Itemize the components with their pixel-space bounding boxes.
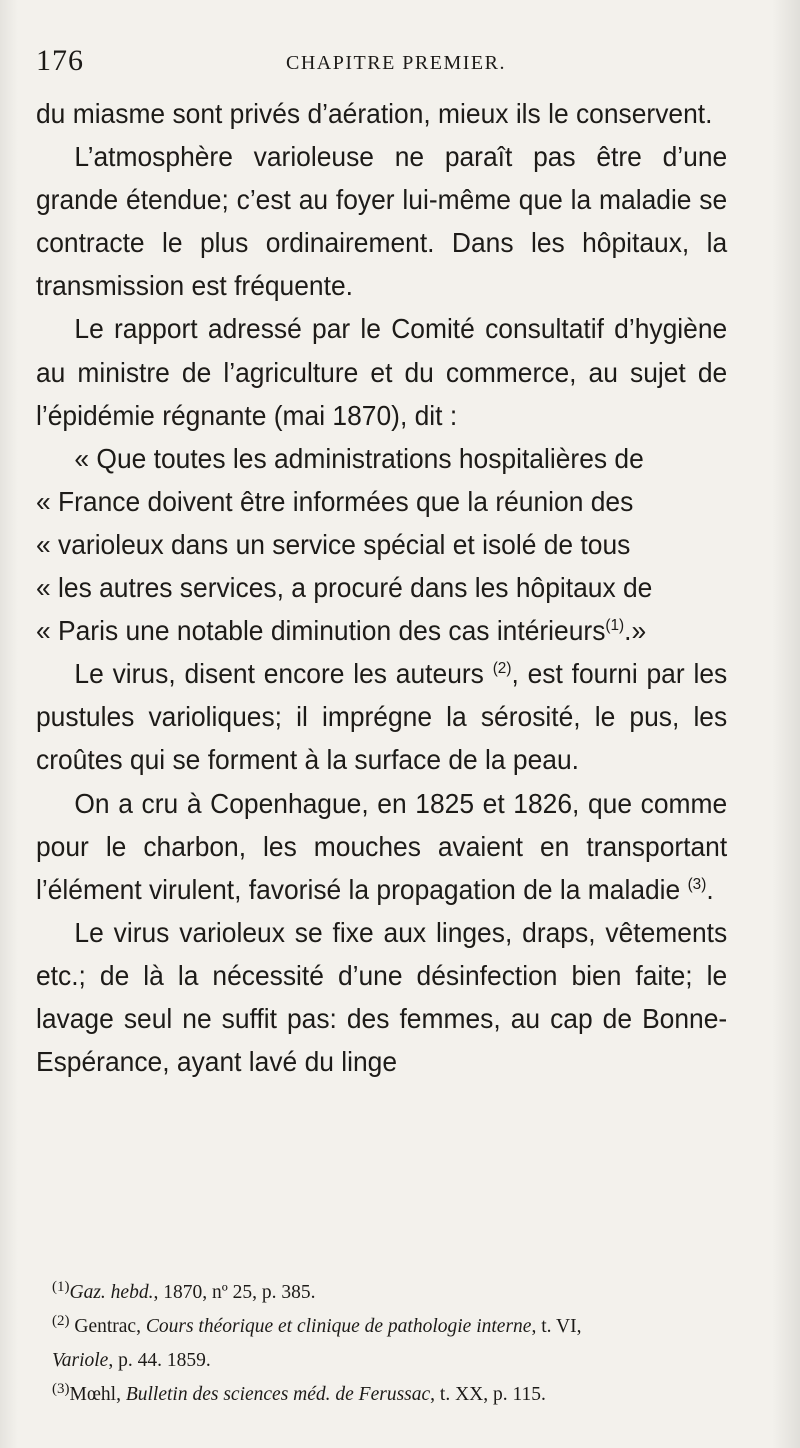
footnote-source: Gaz. hebd. — [69, 1282, 154, 1303]
paragraph-copenhague — [36, 782, 727, 911]
paragraph-continuation: du miasme sont privés d’aération, mieux ils le conservent. — [36, 98, 713, 129]
footnote-author: Mœhl, — [69, 1384, 126, 1405]
quote-line: « Que toutes les administrations hospitalières de — [74, 442, 644, 474]
footnote-mark: (3) — [52, 1380, 70, 1397]
body-text — [36, 92, 727, 1083]
footnote-detail: , t. VI, — [531, 1316, 582, 1337]
footnote-detail-2: , p. 44. 1859. — [108, 1350, 211, 1371]
paragraph-virus — [36, 652, 727, 781]
copenhague-text-a: On a cru à Copenhague, en 1825 et 1826, que comme pour le charbon, les mouches avaient en transportant l’élément virulent, favorisé la propagation de la maladie — [36, 787, 728, 905]
quote-close: .» — [624, 615, 647, 647]
paragraph-rapport: Le rapport adressé par le Comité consultatif d’hygiène au ministre de l’agriculture et du commerce, au sujet de l’épidémie régnante (mai 1870), dit : — [36, 313, 728, 431]
page-number: 176 — [36, 44, 84, 77]
copenhague-text-b: . — [706, 873, 714, 905]
quotation-block — [36, 437, 727, 652]
footnote-3 — [52, 1378, 766, 1412]
footnote-detail: , 1870, nº 25, p. 385. — [153, 1282, 316, 1303]
virus-text-b: , est fourni par les pustules varioliques; il imprégne la sérosité, le pus, les croûtes qui se forment à la surface de la peau. — [36, 658, 728, 776]
footnote-source: Cours théorique et clinique de pathologie interne — [145, 1316, 532, 1337]
quote-line: « les autres services, a procuré dans les hôpitaux de — [36, 572, 653, 604]
footnote-mark: (2) — [52, 1312, 70, 1329]
running-head — [36, 44, 756, 84]
quote-line: « France doivent être informées que la réunion des — [36, 485, 634, 517]
quote-text: « Paris une notable diminution des cas intérieurs — [36, 615, 606, 647]
footnote-source-2: Variole — [52, 1350, 109, 1371]
footnotes — [52, 1276, 766, 1412]
footnote-2 — [52, 1310, 766, 1378]
quote-line: « varioleux dans un service spécial et isolé de tous — [36, 528, 631, 560]
footnote-ref-2[interactable]: (2) — [492, 660, 512, 678]
paragraph-atmosphere: L’atmosphère varioleuse ne paraît pas être d’une grande étendue; c’est au foyer lui-même que la maladie se contracte le plus ordinairement. Dans les hôpitaux, la transmission est fréquente. — [36, 141, 728, 302]
footnote-1 — [52, 1276, 766, 1310]
footnote-author: Gentrac, — [69, 1316, 146, 1337]
chapter-title: CHAPITRE PREMIER. — [286, 52, 506, 74]
paragraph-linges: Le virus varioleux se fixe aux linges, draps, vêtements etc.; de là la nécessité d’une désinfection bien faite; le lavage seul ne suffit pas: des femmes, au cap de Bonne-Espérance, ayant lavé du linge — [36, 916, 728, 1078]
footnote-ref-1[interactable]: (1) — [605, 616, 625, 634]
footnote-mark: (1) — [52, 1278, 70, 1295]
footnote-ref-3[interactable]: (3) — [687, 875, 707, 893]
page-edge-shadow — [772, 0, 800, 1448]
footnote-detail: , t. XX, p. 115. — [430, 1384, 546, 1405]
quote-line-last — [36, 609, 727, 652]
footnote-source: Bulletin des sciences méd. de Ferussac — [125, 1384, 431, 1405]
virus-text-a: Le virus, disent encore les auteurs — [74, 658, 493, 690]
page-gutter-shadow — [0, 0, 18, 1448]
